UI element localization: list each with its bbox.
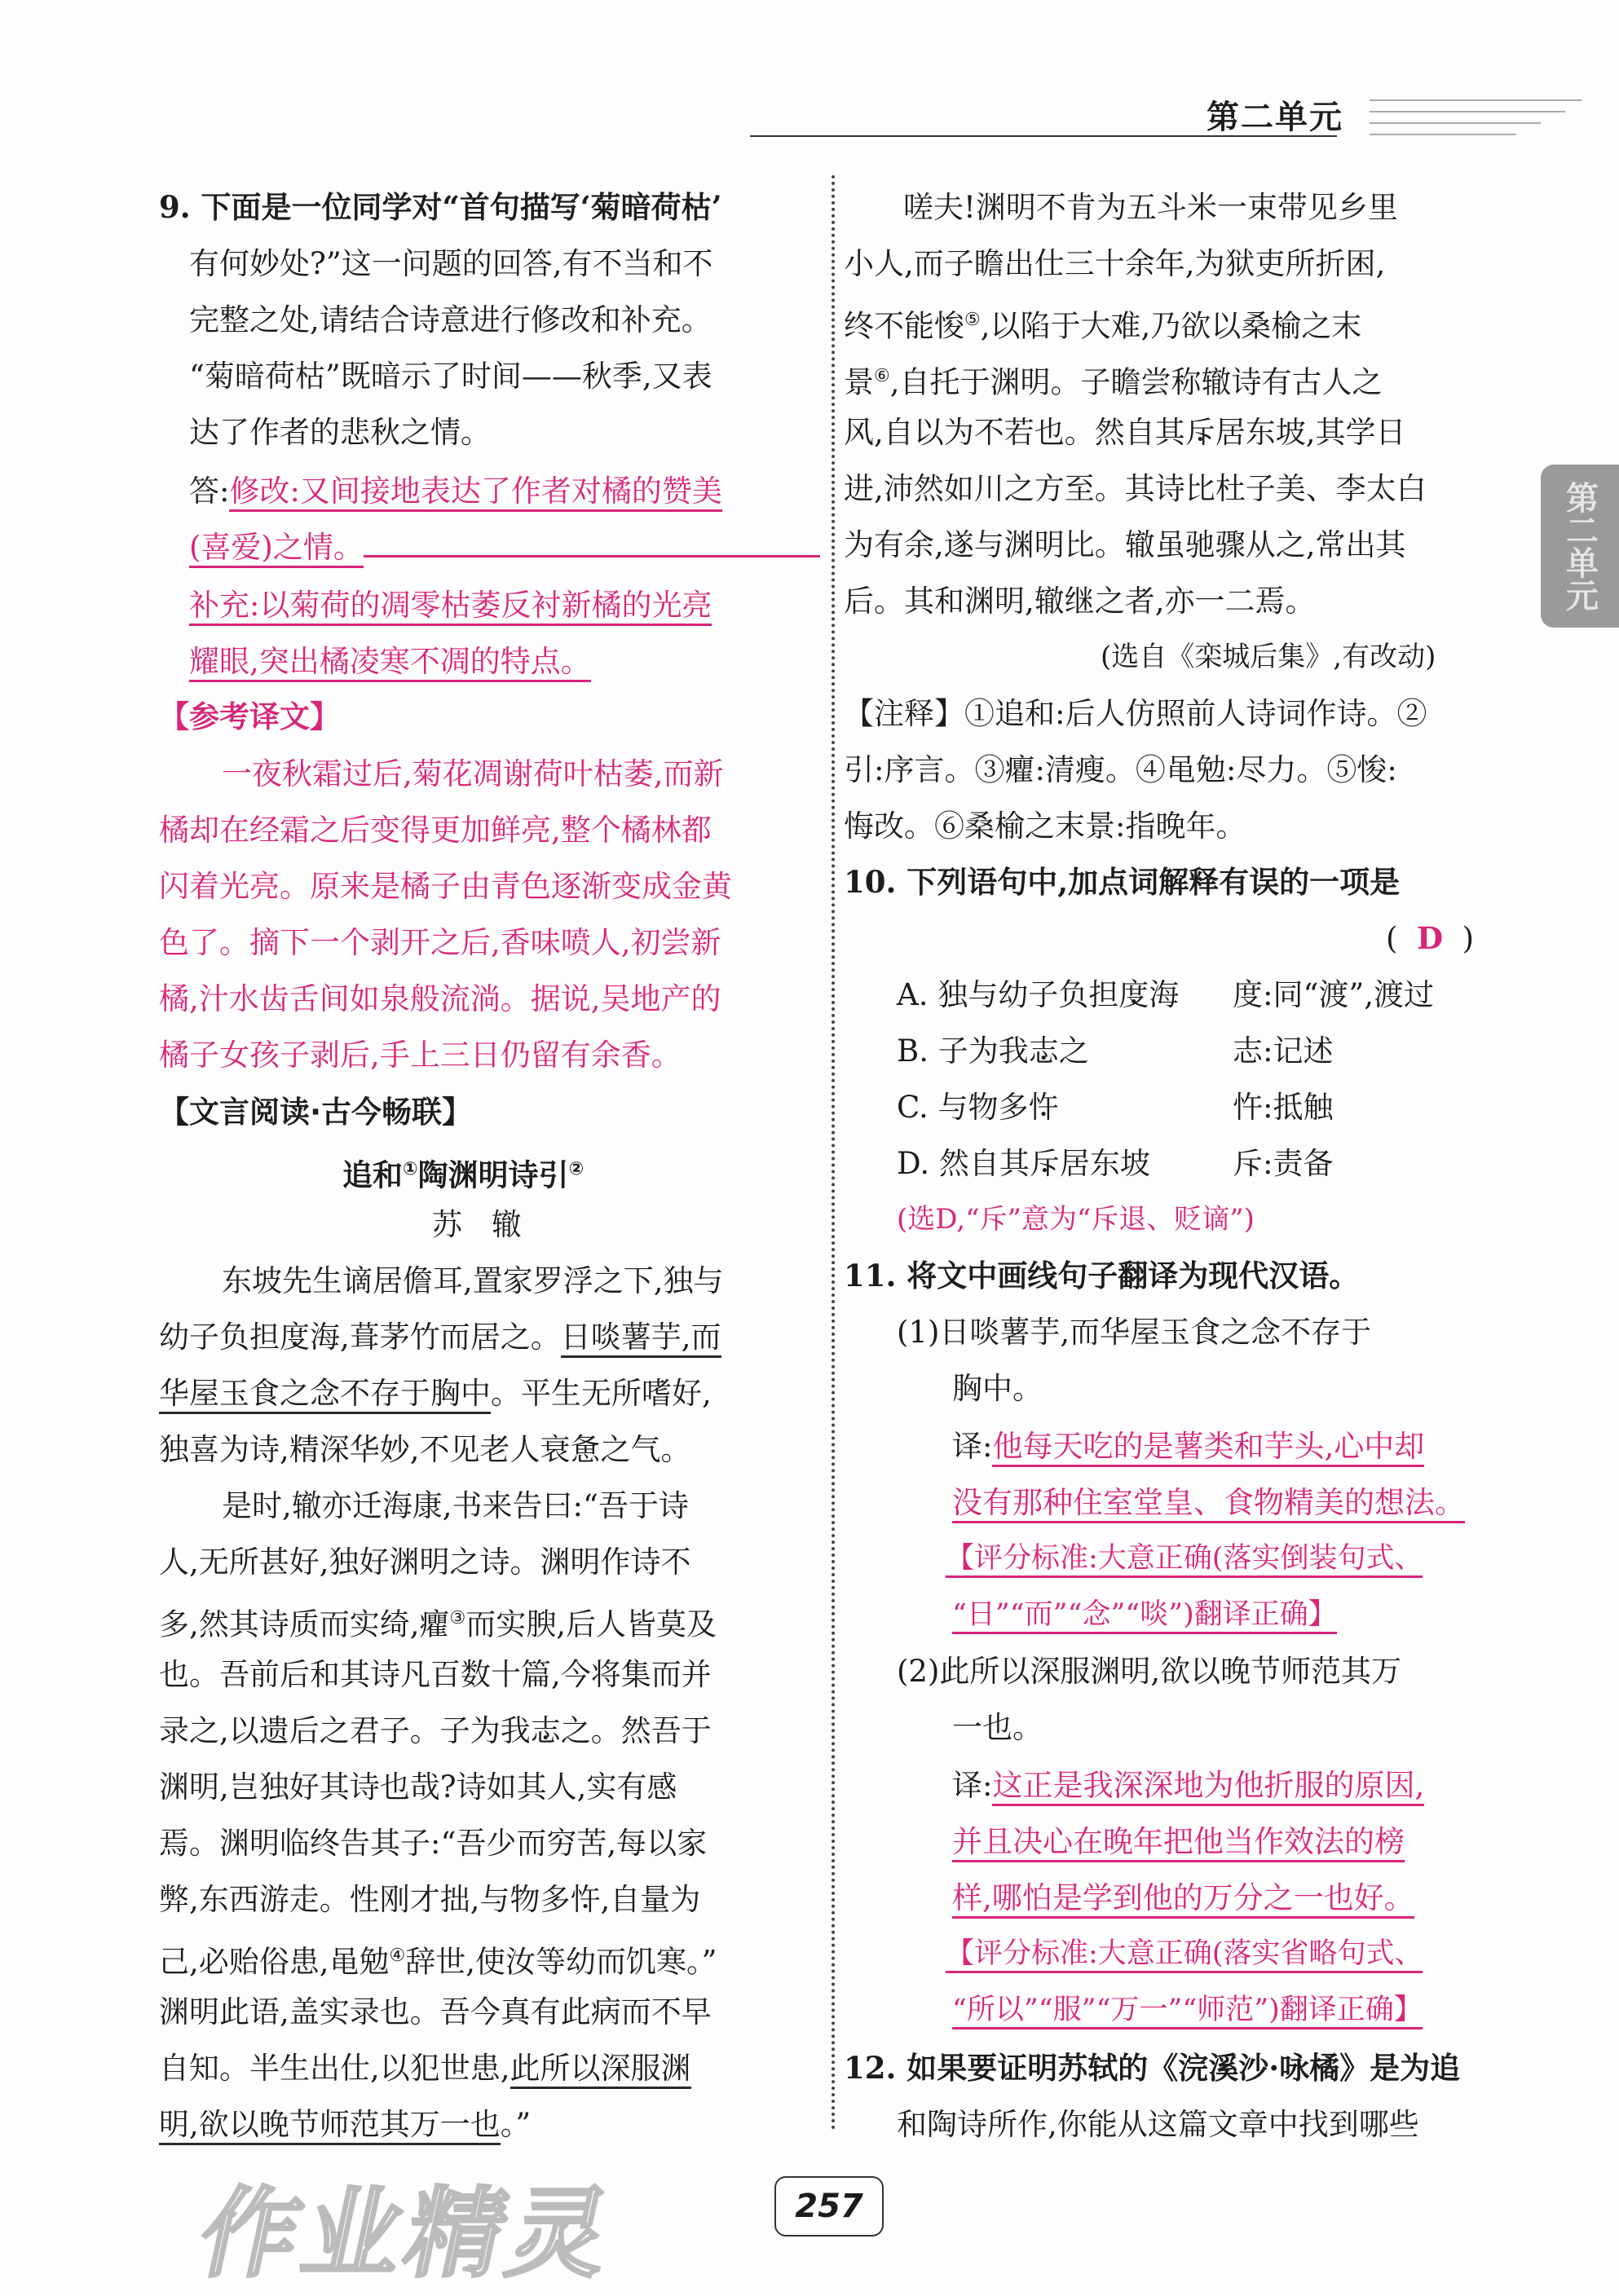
passage-line: 明,欲以晚节师范其万一也。” xyxy=(159,2096,531,2153)
passage-line: 焉。渊明临终告其子:“吾少而穷苦,每以家 xyxy=(159,1826,708,1861)
section-title: 【文言阅读·古今畅联】 xyxy=(159,1095,473,1130)
passage-line: 东坡先生谪居儋耳,置家罗浮之下,独与 xyxy=(222,1263,724,1298)
q10-gloss: 忤:抵触 xyxy=(1233,1090,1334,1125)
dotted-word: 斥 • xyxy=(1185,415,1215,450)
q11-translation: 译:这正是我深深地为他折服的原因, xyxy=(952,1757,1424,1813)
notes-line: 引:序言。③癯:清瘦。④黾勉:尽力。⑤悛: xyxy=(844,752,1397,787)
passage-line: 景⑥,自托于渊明。子瞻尝称辙诗有古人之 xyxy=(844,364,1383,400)
header-deco-line xyxy=(1370,111,1565,112)
q11-translation: 没有那种住室堂皇、食物精美的想法。 xyxy=(952,1474,1465,1531)
ref-line: 一夜秋霜过后,菊花凋谢荷叶枯萎,而新 xyxy=(222,756,724,791)
side-tab: 第二单元 xyxy=(1541,465,1619,628)
passage-line: 也。吾前后和其诗凡百数十篇,今将集而并 xyxy=(159,1657,712,1692)
passage-title: 追和①陶渊明诗引② xyxy=(342,1157,585,1193)
q10-gloss: 度:同“渡”,渡过 xyxy=(1233,977,1435,1012)
passage-source: (选自《栾城后集》,有改动) xyxy=(1101,641,1436,673)
passage-line: 自知。半生出仕,以犯世患,此所以深服渊 xyxy=(159,2040,691,2096)
header-deco-line xyxy=(1370,122,1541,124)
passage-line: 己,必贻俗患,黾勉④辞世,使汝等幼而饥寒。” xyxy=(159,1944,717,1980)
ref-line: 橘却在经霜之后变得更加鲜亮,整个橘林都 xyxy=(159,813,712,848)
passage-line: 嗟夫!渊明不肯为五斗米一束带见乡里 xyxy=(903,190,1398,225)
unit-title: 第二单元 xyxy=(1207,99,1343,136)
q11-criteria: “日”“而”“念”“啖”)翻译正确】 xyxy=(952,1587,1337,1643)
q11-sentence: (1)日啖薯芋,而华屋玉食之念不存于 xyxy=(897,1315,1372,1350)
passage-line: 后。其和渊明,辙继之者,亦一二焉。 xyxy=(844,584,1316,619)
q11-sentence: (2)此所以深服渊明,欲以晚节师范其万 xyxy=(897,1654,1402,1689)
header xyxy=(750,82,1619,147)
q9-answer: 答:修改:又间接地表达了作者对橘的赞美 xyxy=(189,463,722,519)
q9-title: 9. 下面是一位同学对“首句描写‘菊暗荷枯’ xyxy=(159,189,722,225)
q11-translation: 译:他每天吃的是薯类和芋头,心中却 xyxy=(952,1418,1424,1474)
passage-line: 人,无所甚好,独好渊明之诗。渊明作诗不 xyxy=(159,1545,691,1580)
notes-line: 悔改。⑥桑榆之末景:指晚年。 xyxy=(844,809,1246,844)
q11-criteria: “所以”“服”“万一”“师范”)翻译正确】 xyxy=(952,1982,1423,2038)
ref-title: 【参考译文】 xyxy=(159,699,340,734)
q9-answer-text: (喜爱)之情。 xyxy=(189,519,820,575)
header-deco-line xyxy=(1370,134,1516,135)
q9-line: 有何妙处?”这一问题的回答,有不当和不 xyxy=(189,246,713,281)
page-number: 257 xyxy=(774,2176,884,2237)
passage-line: 是时,辙亦迁海康,书来告曰:“吾于诗 xyxy=(222,1488,689,1523)
q11-criteria: 【评分标准:大意正确(落实省略句式、 xyxy=(946,1926,1423,1982)
q9-answer-text: 修改:又间接地表达了作者对橘的赞美 xyxy=(229,474,721,512)
q9-quote: “菊暗荷枯”既暗示了时间——秋季,又表 xyxy=(189,359,712,394)
q11-sentence: 一也。 xyxy=(952,1710,1043,1745)
q9-line: 完整之处,请结合诗意进行修改和补充。 xyxy=(189,302,712,337)
passage-line: 华屋玉食之念不存于胸中。平生无所嗜好, xyxy=(159,1365,712,1421)
q10-option: C. 与物多忤 • xyxy=(897,1079,1059,1135)
q10-option: A. 独与幼子负担度 •海 xyxy=(897,967,1179,1023)
q11-sentence: 胸中。 xyxy=(952,1371,1043,1406)
ref-line: 橘,汁水齿舌间如泉般流淌。据说,吴地产的 xyxy=(159,981,721,1016)
q11-criteria: 【评分标准:大意正确(落实倒装句式、 xyxy=(946,1531,1423,1587)
passage-line: 进,沛然如川之方至。其诗比杜子美、李太白 xyxy=(844,471,1427,506)
dotted-word: 忤 • xyxy=(571,1882,601,1917)
q10-gloss: 志:记述 xyxy=(1233,1033,1334,1069)
header-deco-line xyxy=(1370,99,1582,101)
q11-translation: 并且决心在晚年把他当作效法的榜 xyxy=(952,1813,1405,1870)
q10-gloss: 斥:责备 xyxy=(1233,1146,1334,1181)
dotted-word: 志 • xyxy=(531,1713,561,1748)
q12-line: 和陶诗所作,你能从这篇文章中找到哪些 xyxy=(897,2107,1419,2142)
q12-title: 12. 如果要证明苏轼的《浣溪沙·咏橘》是为追 xyxy=(844,2050,1461,2086)
watermark: 作业精灵 xyxy=(189,2178,625,2291)
passage-line: 渊明此语,盖实录也。吾今真有此病而不早 xyxy=(159,1994,712,2029)
passage-line: 独喜为诗,精深华妙,不见老人衰惫之气。 xyxy=(159,1432,691,1467)
q10-explain: (选D,“斥”意为“斥退、贬谪”) xyxy=(897,1203,1255,1236)
ref-line: 闪着光亮。原来是橘子由青色逐渐变成金黄 xyxy=(159,869,732,904)
q9-answer-text: 补充:以菊荷的凋零枯萎反衬新橘的光亮 xyxy=(189,577,712,633)
passage-line: 幼子负担度 •海,葺茅竹而居之。日啖薯芋,而 xyxy=(159,1309,721,1365)
q9-quote: 达了作者的悲秋之情。 xyxy=(189,415,491,450)
passage-line: 为有余,遂与渊明比。辙虽驰骤从之,常出其 xyxy=(844,527,1406,562)
passage-line: 录之,以遗后之君子。子为我志 •之。然吾于 xyxy=(159,1703,712,1759)
ref-line: 色了。摘下一个剥开之后,香味喷人,初尝新 xyxy=(159,925,721,960)
column-divider xyxy=(832,175,835,2131)
passage-line: 终不能悛⑤,以陷于大难,乃欲以桑榆之末 xyxy=(844,308,1362,344)
passage-line: 弊,东西游走。性刚才拙,与物多忤 •,自量为 xyxy=(159,1871,700,1928)
q10-option: B. 子为我志 •之 xyxy=(897,1023,1089,1079)
passage-line: 多,然其诗质而实绮,癯③而实腴,后人皆莫及 xyxy=(159,1606,717,1642)
q11-translation: 样,哪怕是学到他的万分之一也好。 xyxy=(952,1870,1414,1926)
q9-answer-text: 耀眼,突出橘凌寒不凋的特点。 xyxy=(189,633,591,690)
q10-title: 10. 下列语句中,加点词解释有误的一项是 xyxy=(844,864,1401,900)
ref-line: 橘子女孩子剥后,手上三日仍留有余香。 xyxy=(159,1038,682,1073)
q10-answer: D xyxy=(1416,920,1444,956)
q10-answer-bracket: ( D ) xyxy=(1386,920,1475,956)
dotted-word: 度 • xyxy=(280,1320,310,1355)
passage-author: 苏 辙 xyxy=(432,1207,532,1242)
q11-title: 11. 将文中画线句子翻译为现代汉语。 xyxy=(844,1258,1360,1293)
passage-line: 风,自以为不若也。然自其斥 •居东坡,其学日 xyxy=(844,404,1406,461)
q10-option: D. 然自其斥 •居东坡 xyxy=(897,1135,1150,1192)
notes-line: 【注释】①追和:后人仿照前人诗词作诗。② xyxy=(844,696,1427,731)
passage-line: 小人,而子瞻出仕三十余年,为狱吏所折困, xyxy=(844,246,1386,281)
passage-line: 渊明,岂独好其诗也哉?诗如其人,实有感 xyxy=(159,1769,677,1805)
